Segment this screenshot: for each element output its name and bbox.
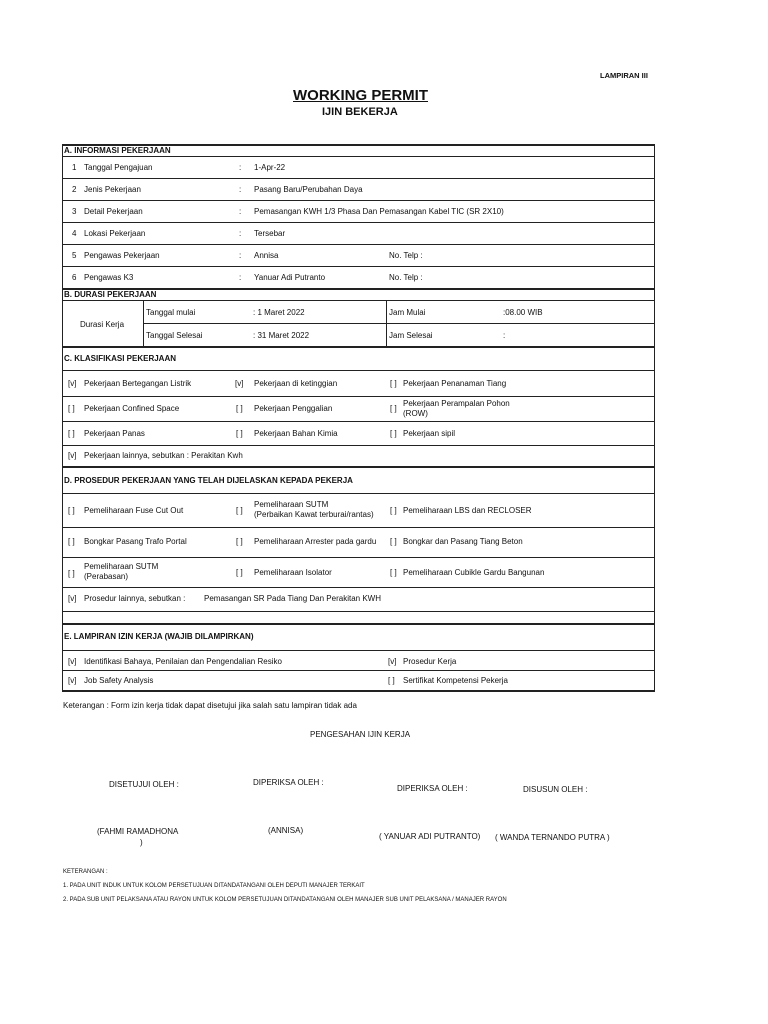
row-value: Annisa xyxy=(254,251,279,260)
signature-role: DIPERIKSA OLEH : xyxy=(397,784,468,793)
checkbox-label: Pemeliharaan Fuse Cut Out xyxy=(84,506,184,515)
checkbox[interactable]: [ ] xyxy=(390,506,397,515)
checkbox[interactable]: [ ] xyxy=(236,506,243,515)
checkbox[interactable]: [ ] xyxy=(68,506,75,515)
lampiran-label: LAMPIRAN III xyxy=(600,71,648,80)
row-label: Tanggal Pengajuan xyxy=(84,163,153,172)
row-no: 3 xyxy=(72,207,77,216)
section-a-title: A. INFORMASI PEKERJAAN xyxy=(64,146,171,155)
pengesahan-title: PENGESAHAN IJIN KERJA xyxy=(310,730,411,739)
section-e-title: E. LAMPIRAN IZIN KERJA (WAJIB DILAMPIRKAN) xyxy=(64,632,254,641)
checkbox[interactable]: [ ] xyxy=(236,537,243,546)
durasi-kerja-label: Durasi Kerja xyxy=(80,320,125,329)
checkbox[interactable]: [v] xyxy=(68,594,77,603)
checkbox-label: Pekerjaan Bertegangan Listrik xyxy=(84,379,192,388)
checkbox-label: Pekerjaan Penanaman Tiang xyxy=(403,379,507,388)
row-sep: : xyxy=(239,185,242,194)
checkbox[interactable]: [ ] xyxy=(68,404,75,413)
checkbox[interactable]: [v] xyxy=(68,451,77,460)
section-c-title: C. KLASIFIKASI PEKERJAAN xyxy=(64,354,177,363)
signature-name: ( WANDA TERNANDO PUTRA ) xyxy=(495,833,610,842)
checkbox-label: Bongkar Pasang Trafo Portal xyxy=(84,537,187,546)
row-phone-label: No. Telp : xyxy=(389,251,423,260)
checkbox-label: Prosedur lainnya, sebutkan : xyxy=(84,594,186,603)
section-b-title: B. DURASI PEKERJAAN xyxy=(64,290,157,299)
row-label: Detail Pekerjaan xyxy=(84,207,143,216)
checkbox[interactable]: [v] xyxy=(235,379,244,388)
checkbox-label: Identifikasi Bahaya, Penilaian dan Pengendalian Resiko xyxy=(84,657,282,666)
checkbox-label: Pemeliharaan SUTM xyxy=(84,562,159,571)
checkbox-label: (ROW) xyxy=(403,409,428,418)
footer-note: 1. PADA UNIT INDUK UNTUK KOLOM PERSETUJUAN DITANDATANGANI OLEH DEPUTI MANAJER TERKAIT xyxy=(63,883,365,889)
checkbox-label: Prosedur Kerja xyxy=(403,657,457,666)
tanggal-selesai-label: Tanggal Selesai xyxy=(146,331,203,340)
checkbox[interactable]: [ ] xyxy=(390,429,397,438)
footer-note: 2. PADA SUB UNIT PELAKSANA ATAU RAYON UNTUK KOLOM PERSETUJUAN DITANDATANGANI OLEH MANAJER SUB UNIT PELAKSANA / MANAJER RAYON xyxy=(63,897,507,903)
checkbox-label: Pemeliharaan Isolator xyxy=(254,568,332,577)
row-label: Jenis Pekerjaan xyxy=(84,185,141,194)
checkbox-label: Pekerjaan lainnya, sebutkan : Perakitan Kwh xyxy=(84,451,243,460)
row-no: 4 xyxy=(72,229,77,238)
checkbox-label: Pekerjaan Bahan Kimia xyxy=(254,429,338,438)
keterangan-note: Keterangan : Form izin kerja tidak dapat disetujui jika salah satu lampiran tidak ada xyxy=(63,701,357,710)
checkbox[interactable]: [ ] xyxy=(390,379,397,388)
row-sep: : xyxy=(239,229,242,238)
checkbox[interactable]: [ ] xyxy=(388,676,395,685)
checkbox[interactable]: [ ] xyxy=(390,404,397,413)
row-value: Pemasangan KWH 1/3 Phasa Dan Pemasangan Kabel TIC (SR 2X10) xyxy=(254,207,504,216)
checkbox[interactable]: [v] xyxy=(388,657,397,666)
checkbox[interactable]: [ ] xyxy=(390,537,397,546)
signature-name: (ANNISA) xyxy=(268,826,304,835)
checkbox-label: Sertifikat Kompetensi Pekerja xyxy=(403,676,508,685)
footer-title: KETERANGAN : xyxy=(63,869,108,875)
checkbox-label: Pemeliharaan LBS dan RECLOSER xyxy=(403,506,532,515)
checkbox-label: Pemeliharaan Arrester pada gardu xyxy=(254,537,377,546)
jam-selesai-label: Jam Selesai xyxy=(389,331,433,340)
row-value: Pasang Baru/Perubahan Daya xyxy=(254,185,363,194)
row-label: Lokasi Pekerjaan xyxy=(84,229,146,238)
signature-role: DISUSUN OLEH : xyxy=(523,785,588,794)
checkbox[interactable]: [ ] xyxy=(236,429,243,438)
row-label: Pengawas K3 xyxy=(84,273,134,282)
tanggal-selesai-value: : 31 Maret 2022 xyxy=(253,331,310,340)
signature-name: ( YANUAR ADI PUTRANTO) xyxy=(379,832,481,841)
checkbox-label: Pekerjaan Confined Space xyxy=(84,404,180,413)
signature-name: ) xyxy=(140,838,143,847)
checkbox[interactable]: [v] xyxy=(68,657,77,666)
checkbox-label: Bongkar dan Pasang Tiang Beton xyxy=(403,537,523,546)
row-value: Tersebar xyxy=(254,229,286,238)
checkbox[interactable]: [ ] xyxy=(390,568,397,577)
checkbox-label: Pekerjaan Perampalan Pohon xyxy=(403,399,510,408)
checkbox-label: Pekerjaan di ketinggian xyxy=(254,379,338,388)
row-no: 6 xyxy=(72,273,77,282)
checkbox-label: Pekerjaan sipil xyxy=(403,429,456,438)
checkbox-label: Pekerjaan Penggalian xyxy=(254,404,333,413)
tanggal-mulai-label: Tanggal mulai xyxy=(146,308,196,317)
row-no: 5 xyxy=(72,251,77,260)
page-title: WORKING PERMIT xyxy=(293,87,428,104)
page-subtitle: IJIN BEKERJA xyxy=(322,106,398,118)
signature-role: DISETUJUI OLEH : xyxy=(109,780,179,789)
prosedur-lainnya-value: Pemasangan SR Pada Tiang Dan Perakitan KWH xyxy=(204,594,381,603)
section-d-title: D. PROSEDUR PEKERJAAN YANG TELAH DIJELASKAN KEPADA PEKERJA xyxy=(64,476,353,485)
row-value: 1-Apr-22 xyxy=(254,163,286,172)
checkbox-label: (Perabasan) xyxy=(84,572,129,581)
signature-name: (FAHMI RAMADHONA xyxy=(97,827,179,836)
checkbox[interactable]: [ ] xyxy=(236,568,243,577)
row-sep: : xyxy=(239,251,242,260)
row-sep: : xyxy=(239,273,242,282)
row-no: 2 xyxy=(72,185,77,194)
checkbox-label: (Perbaikan Kawat terburai/rantas) xyxy=(254,510,374,519)
checkbox[interactable]: [ ] xyxy=(236,404,243,413)
checkbox-label: Pemeliharaan Cubikle Gardu Bangunan xyxy=(403,568,545,577)
jam-selesai-value: : xyxy=(503,331,506,340)
checkbox-label: Job Safety Analysis xyxy=(84,676,154,685)
checkbox-label: Pekerjaan Panas xyxy=(84,429,145,438)
checkbox[interactable]: [v] xyxy=(68,379,77,388)
row-sep: : xyxy=(239,163,242,172)
row-no: 1 xyxy=(72,163,77,172)
checkbox-label: Pemeliharaan SUTM xyxy=(254,500,329,509)
row-sep: : xyxy=(239,207,242,216)
row-label: Pengawas Pekerjaan xyxy=(84,251,160,260)
jam-mulai-value: :08.00 WIB xyxy=(503,308,543,317)
row-phone-label: No. Telp : xyxy=(389,273,423,282)
row-value: Yanuar Adi Putranto xyxy=(254,273,326,282)
jam-mulai-label: Jam Mulai xyxy=(389,308,426,317)
checkbox[interactable]: [ ] xyxy=(68,429,75,438)
signature-role: DIPERIKSA OLEH : xyxy=(253,778,324,787)
checkbox[interactable]: [ ] xyxy=(68,569,75,578)
tanggal-mulai-value: : 1 Maret 2022 xyxy=(253,308,305,317)
checkbox[interactable]: [v] xyxy=(68,676,77,685)
checkbox[interactable]: [ ] xyxy=(68,537,75,546)
